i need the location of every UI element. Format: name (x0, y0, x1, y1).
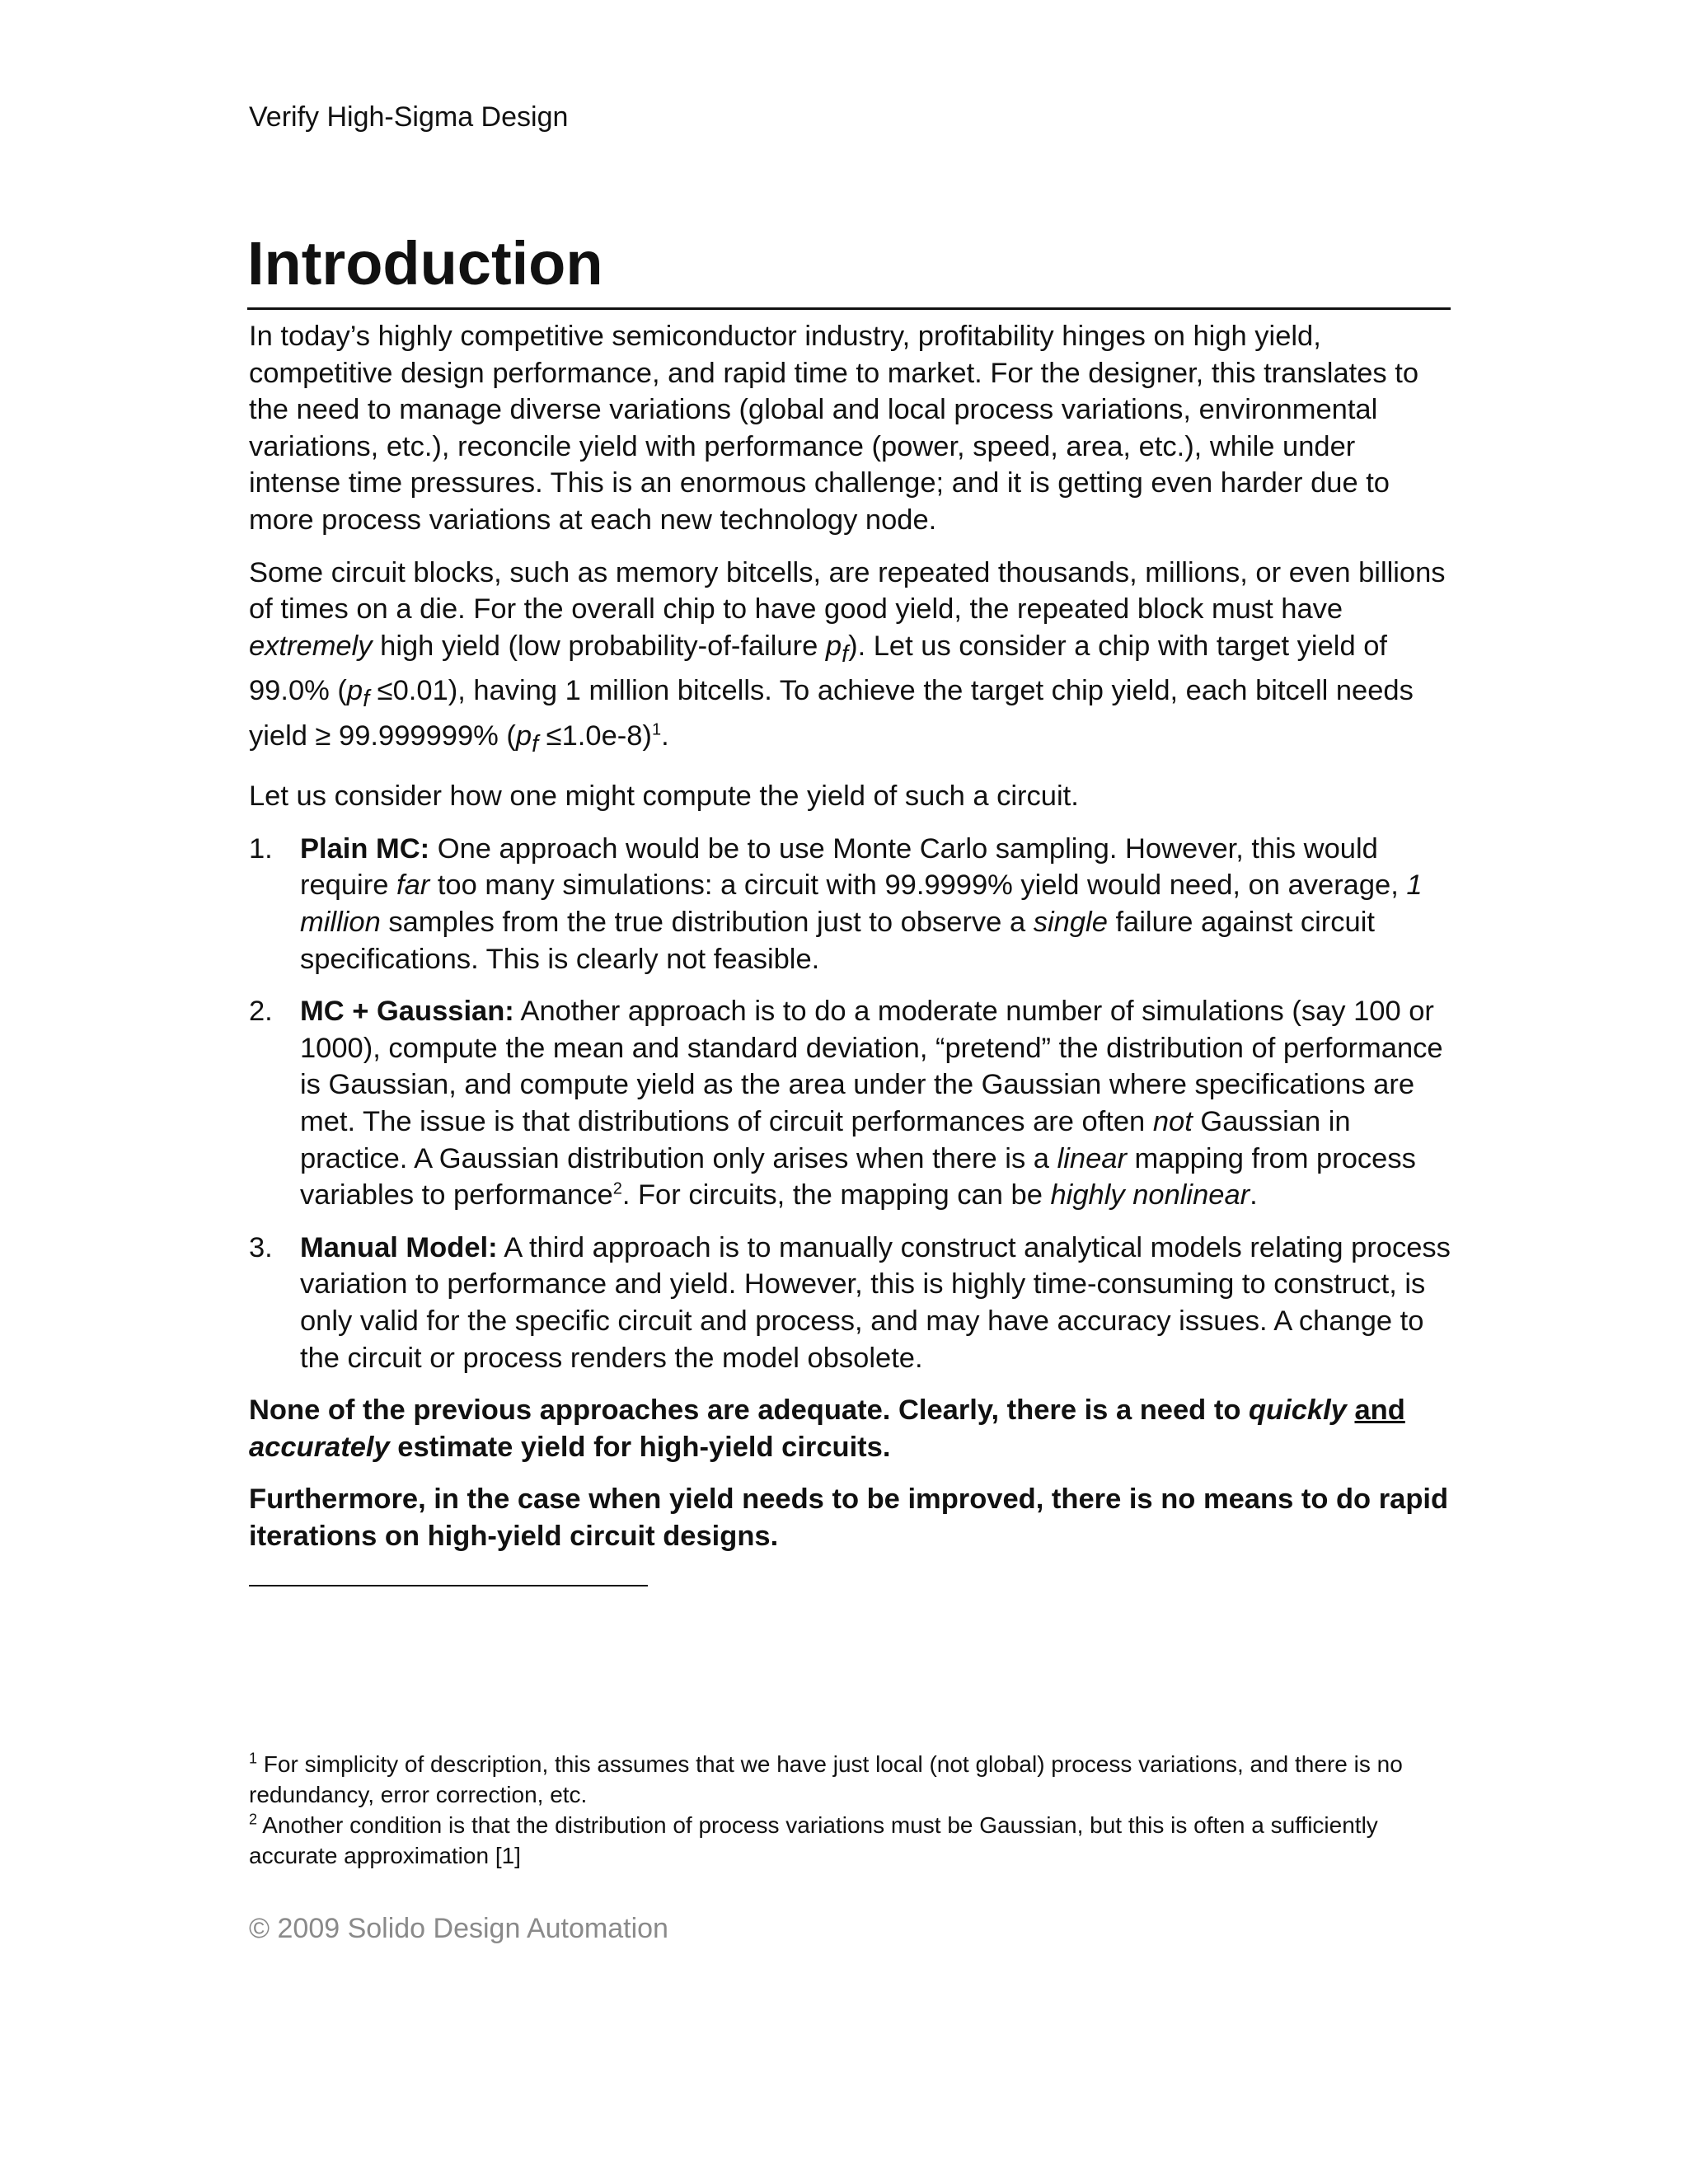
math-subscript: f (842, 640, 849, 668)
math-symbol: p (346, 675, 363, 707)
text-run: Another approach is to do a moderate number of simulations (say 100 or 1000), compute the mean and standard deviation, “pretend” the distribution of performance is Gaussian, and compute yield as the area under the Gaussian where specifications are met. The issue is that distributions of circuit performances are often (300, 996, 1443, 1137)
text-run: Gaussian in practice. A Gaussian distribution only arises when there is a (300, 1105, 1351, 1174)
list-item-lead: Manual Model: (300, 1231, 498, 1263)
text-run: ). Let us consider a chip with target yield of 99.0% ( (249, 630, 1387, 707)
heading-rule (247, 307, 1451, 310)
footnote (249, 1749, 1452, 1810)
text-run: . (1250, 1179, 1258, 1212)
paragraph-lead-in: Let us consider how one might compute the yield of such a circuit. (249, 780, 1079, 813)
section-heading: Introduction (247, 229, 603, 298)
body-text (249, 318, 1452, 1570)
text-run: None of the previous approaches are adequate. Clearly, there is a need to (249, 1394, 1249, 1427)
math-subscript: f (363, 686, 370, 713)
footnotes (249, 1749, 1452, 1871)
text-run: samples from the true distribution just to observe a (380, 906, 1034, 938)
text-run: mapping from process variables to performance (300, 1142, 1416, 1212)
emphasis: single (1033, 906, 1108, 938)
list-number: 2. (249, 996, 273, 1028)
paragraph-conclusion (249, 1392, 1452, 1465)
paragraph-bitcells (249, 555, 1452, 763)
math-symbol: p (825, 630, 842, 662)
emphasis: linear (1057, 1142, 1127, 1174)
footnote-text: Another condition is that the distribution of process variations must be Gaussian, but this is often a sufficiently accurate approximation [1] (249, 1812, 1378, 1868)
list-item-lead: Plain MC: (300, 832, 430, 865)
text-run: A third approach is to manually construct analytical models relating process variation to performance and yield. However, this is highly time-consuming to construct, is only valid for the specific circuit and process, and may have accuracy issues. A change to the circuit or process renders the model obsolete. (300, 1231, 1451, 1374)
footnote-number: 1 (249, 1750, 258, 1767)
footnote-ref[interactable]: 2 (612, 1179, 622, 1198)
text-run: ≤1.0e-8) (538, 719, 652, 752)
emphasis: quickly (1248, 1394, 1347, 1427)
text-run: failure against circuit specifications. This is clearly not feasible. (300, 906, 1375, 975)
text-run: high yield (low probability-of-failure (372, 630, 826, 662)
list-item (249, 1230, 1452, 1376)
list-item-lead: MC + Gaussian: (300, 996, 514, 1028)
emphasis: highly nonlinear (1050, 1179, 1250, 1212)
text-run: too many simulations: a circuit with 99.9999% yield would need, on average, (429, 869, 1407, 902)
text-run: Some circuit blocks, such as memory bitcells, are repeated thousands, millions, or even billions of times on a die. For the overall chip to have good yield, the repeated block must have (249, 556, 1446, 626)
emphasis: accurately (249, 1431, 390, 1463)
footnote-separator (249, 1585, 648, 1586)
approaches-list (249, 831, 1452, 1376)
footnote-number: 2 (249, 1811, 258, 1828)
underlined-text: and (1354, 1394, 1405, 1427)
list-item (249, 993, 1452, 1214)
emphasis: far (396, 869, 430, 902)
emphasis: extremely (249, 630, 373, 662)
page-footer: © 2009 Solido Design Automation (249, 1913, 668, 1944)
math-subscript: f (532, 730, 539, 757)
text-run: . For circuits, the mapping can be (621, 1179, 1051, 1212)
list-number: 1. (249, 832, 273, 865)
text-run: estimate yield for high-yield circuits. (389, 1431, 891, 1463)
text-run: ≤0.01), having 1 million bitcells. To achieve the target chip yield, each bitcell needs yield ≥ 99.999999% ( (249, 675, 1414, 752)
list-item (249, 831, 1452, 977)
emphasis: 1 million (300, 869, 1423, 938)
math-symbol: p (515, 719, 532, 752)
paragraph-furthermore: Furthermore, in the case when yield needs to be improved, there is no means to do rapid iterations on high-yield circuit designs. (249, 1483, 1449, 1552)
text-run: One approach would be to use Monte Carlo sampling. However, this would require (300, 832, 1378, 902)
paragraph-intro: In today’s highly competitive semiconductor industry, profitability hinges on high yield, competitive design performance, and rapid time to market. For the designer, this translates to the need to manage diverse variations (global and local process variations, environmental variations, etc.), reconcile yield with performance (power, speed, area, etc.), while under intense time pressures. This is an enormous challenge; and it is getting even harder due to more process variations at each new technology node. (249, 321, 1419, 536)
emphasis: not (1152, 1105, 1193, 1137)
footnote-ref[interactable]: 1 (651, 720, 662, 739)
footnote (249, 1810, 1452, 1871)
list-number: 3. (249, 1231, 273, 1263)
footnote-text: For simplicity of description, this assumes that we have just local (not global) process variations, and there is no redundancy, error correction, etc. (249, 1751, 1403, 1807)
text-run: . (661, 719, 669, 752)
running-header: Verify High-Sigma Design (249, 101, 569, 133)
